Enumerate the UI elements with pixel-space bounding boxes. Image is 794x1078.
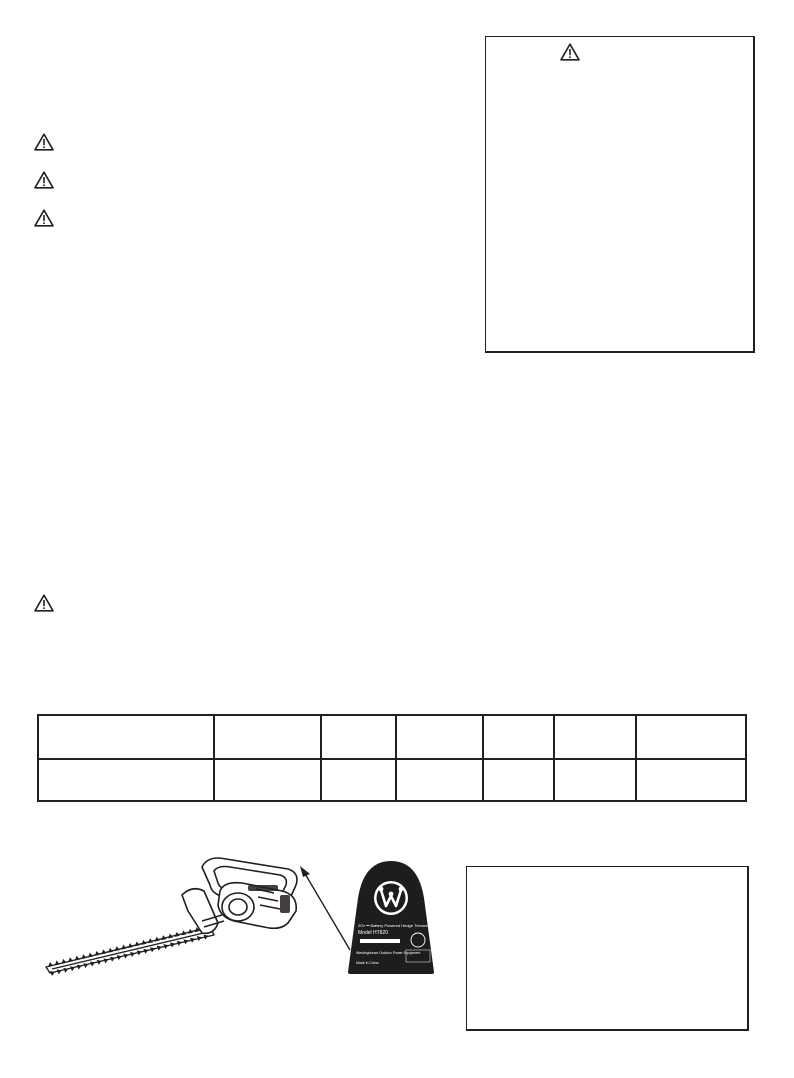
table-cell (38, 715, 214, 759)
rating-plate-model: Model HT820 (358, 930, 389, 936)
table-header-row (38, 715, 746, 759)
table-cell (554, 759, 636, 801)
table-cell (483, 715, 554, 759)
rating-plate-voltage: 20V ⎓ Battery Powered Hedge Trimmer (358, 923, 429, 928)
warning-triangle-icon (560, 43, 580, 61)
table-cell (396, 715, 483, 759)
table-cell (554, 715, 636, 759)
table-cell (396, 759, 483, 801)
rating-plate-origin: Made in China (356, 961, 379, 965)
table-cell (214, 759, 321, 801)
table-cell (214, 715, 321, 759)
specification-table (37, 714, 747, 802)
warning-triangle-icon (34, 209, 54, 227)
table-cell (636, 715, 746, 759)
warning-triangle-icon (34, 594, 54, 612)
warning-triangle-icon (34, 133, 54, 151)
rating-plate-company: Westinghouse Outdoor Power Equipment (356, 951, 421, 955)
rating-plate (346, 860, 436, 976)
warning-triangle-icon (34, 171, 54, 189)
hedge-trimmer-illustration (42, 855, 304, 975)
table-cell (636, 759, 746, 801)
info-box (466, 866, 749, 1031)
table-cell (38, 759, 214, 801)
table-row (38, 759, 746, 801)
table-cell (321, 715, 396, 759)
safety-notice-box (485, 36, 755, 353)
table-cell (321, 759, 396, 801)
table-cell (483, 759, 554, 801)
